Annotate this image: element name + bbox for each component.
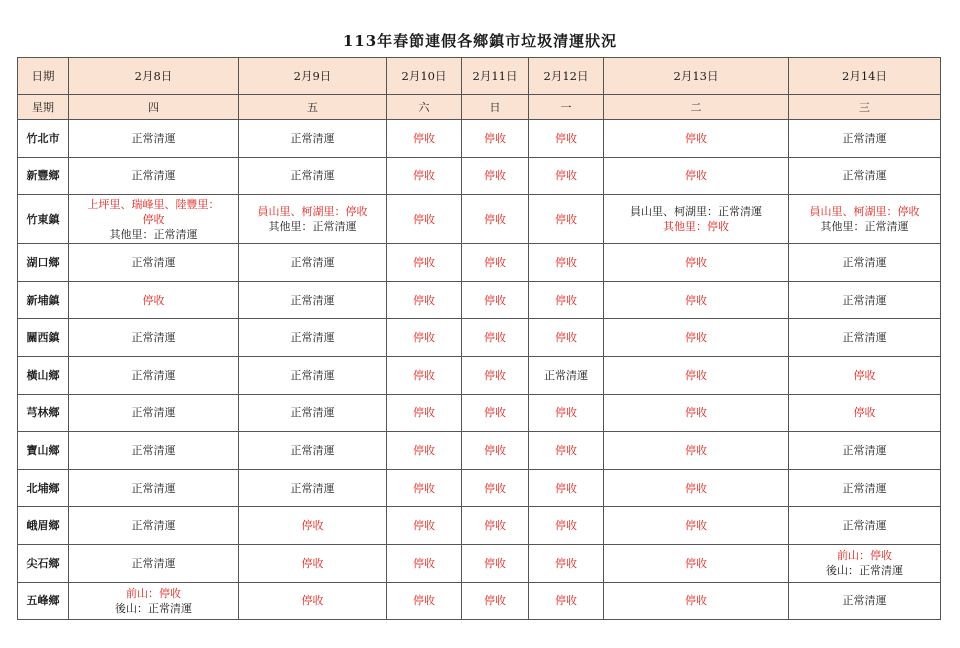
status-stopped: 停收: [685, 481, 707, 495]
schedule-cell: [462, 120, 529, 158]
status-stopped: 停收: [555, 255, 577, 269]
schedule-cell: [789, 120, 941, 158]
status-stopped: 停收: [555, 556, 577, 570]
table-row: [18, 244, 941, 282]
status-stopped: 停收: [555, 131, 577, 145]
schedule-cell: [69, 432, 239, 470]
status-stopped: 停收: [484, 443, 506, 457]
status-stopped: 停收: [413, 556, 435, 570]
table-row: [18, 394, 941, 432]
town-name: 尖石鄉: [18, 544, 69, 582]
status-stopped: 停收: [685, 519, 707, 533]
status-stopped: 停收: [413, 443, 435, 457]
status-stopped: 停收: [685, 556, 707, 570]
weekday-header-row: [18, 95, 941, 120]
town-name: 五峰鄉: [18, 582, 69, 620]
schedule-cell: [462, 195, 529, 244]
schedule-cell: [69, 507, 239, 545]
status-stopped: 停收: [484, 368, 506, 382]
weekday-cell: 四: [69, 95, 239, 120]
schedule-cell: [529, 544, 604, 582]
schedule-cell: [462, 432, 529, 470]
schedule-cell: [239, 469, 387, 507]
schedule-cell: [529, 507, 604, 545]
schedule-cell: [462, 319, 529, 357]
status-normal: 後山：正常清運: [115, 601, 192, 615]
status-normal: 正常清運: [131, 406, 176, 420]
schedule-cell: [69, 319, 239, 357]
status-stopped: 停收: [685, 443, 707, 457]
schedule-cell: [239, 281, 387, 319]
status-stopped: 停收: [413, 519, 435, 533]
date-cell: 2月14日: [789, 58, 941, 95]
schedule-cell: [239, 195, 387, 244]
schedule-cell: [789, 507, 941, 545]
schedule-cell: [529, 432, 604, 470]
weekday-cell: 一: [529, 95, 604, 120]
schedule-cell: [462, 356, 529, 394]
status-normal: 正常清運: [544, 368, 588, 382]
status-normal: 正常清運: [842, 169, 887, 183]
schedule-cell: [387, 157, 462, 195]
schedule-cell: [529, 195, 604, 244]
status-stopped: 停收: [413, 131, 435, 145]
status-stopped: 停收: [555, 406, 577, 420]
weekday-cell: 二: [604, 95, 789, 120]
table-row: [18, 281, 941, 319]
schedule-cell: [462, 394, 529, 432]
schedule-cell: [69, 469, 239, 507]
schedule-cell: [239, 356, 387, 394]
status-stopped: 停收: [413, 169, 435, 183]
status-normal: 正常清運: [842, 443, 887, 457]
schedule-cell: [604, 120, 789, 158]
schedule-cell: [789, 582, 941, 620]
status-stopped: 停收: [484, 519, 506, 533]
status-normal: 正常清運: [131, 368, 176, 382]
status-stopped: 停收: [555, 169, 577, 183]
schedule-cell: [529, 281, 604, 319]
status-normal: 正常清運: [290, 255, 335, 269]
status-stopped: 停收: [413, 406, 435, 420]
schedule-cell: [69, 582, 239, 620]
status-normal: 正常清運: [842, 481, 887, 495]
status-normal: 正常清運: [131, 169, 176, 183]
status-normal: 正常清運: [131, 481, 176, 495]
schedule-cell: [789, 356, 941, 394]
status-normal: 正常清運: [842, 131, 887, 145]
status-stopped: 停收: [555, 212, 577, 226]
town-name: 芎林鄉: [18, 394, 69, 432]
schedule-cell: [387, 394, 462, 432]
schedule-cell: [239, 244, 387, 282]
schedule-cell: [529, 394, 604, 432]
town-name: 峨眉鄉: [18, 507, 69, 545]
date-label: 日期: [18, 58, 69, 95]
table-row: [18, 432, 941, 470]
status-normal: 正常清運: [842, 293, 887, 307]
status-stopped: 停收: [685, 331, 707, 345]
page-title: 113年春節連假各鄉鎮市垃圾清運狀況: [342, 32, 618, 50]
status-stopped: 前山：停收: [837, 549, 892, 563]
status-normal: 其他里：正常清運: [820, 220, 909, 234]
schedule-cell: [387, 544, 462, 582]
status-normal: 正常清運: [131, 331, 176, 345]
status-stopped: 停收: [413, 331, 435, 345]
weekday-label: 星期: [18, 95, 69, 120]
schedule-cell: [387, 120, 462, 158]
schedule-cell: [69, 120, 239, 158]
status-stopped: 停收: [555, 519, 577, 533]
status-stopped: 停收: [555, 293, 577, 307]
schedule-cell: [239, 544, 387, 582]
schedule-cell: [239, 507, 387, 545]
schedule-cell: [462, 469, 529, 507]
status-stopped: 停收: [413, 212, 435, 226]
schedule-cell: [604, 244, 789, 282]
schedule-cell: [462, 582, 529, 620]
status-normal: 正常清運: [842, 331, 887, 345]
status-normal: 正常清運: [290, 481, 335, 495]
town-name: 橫山鄉: [18, 356, 69, 394]
status-normal: 其他里：正常清運: [268, 220, 357, 234]
town-name: 竹北市: [18, 120, 69, 158]
status-stopped: 停收: [555, 481, 577, 495]
status-normal: 正常清運: [290, 169, 335, 183]
schedule-cell: [604, 356, 789, 394]
schedule-cell: [604, 319, 789, 357]
status-stopped: 停收: [301, 519, 324, 533]
schedule-cell: [789, 319, 941, 357]
schedule-cell: [789, 544, 941, 582]
schedule-cell: [529, 157, 604, 195]
status-normal: 正常清運: [290, 368, 335, 382]
status-stopped: 停收: [301, 594, 324, 608]
schedule-cell: [462, 244, 529, 282]
schedule-cell: [69, 394, 239, 432]
status-stopped: 停收: [484, 212, 506, 226]
status-stopped: 停收: [484, 556, 506, 570]
schedule-cell: [387, 319, 462, 357]
table-row: [18, 469, 941, 507]
schedule-cell: [789, 432, 941, 470]
date-cell: 2月10日: [387, 58, 462, 95]
status-stopped: 停收: [413, 293, 435, 307]
schedule-cell: [387, 356, 462, 394]
status-stopped: 停收: [484, 594, 506, 608]
schedule-cell: [789, 394, 941, 432]
status-stopped: 停收: [685, 406, 707, 420]
weekday-cell: 六: [387, 95, 462, 120]
schedule-cell: [387, 281, 462, 319]
weekday-cell: 五: [239, 95, 387, 120]
table-row: [18, 582, 941, 620]
status-stopped: 停收: [484, 331, 506, 345]
schedule-cell: [239, 432, 387, 470]
schedule-cell: [239, 319, 387, 357]
status-stopped: 停收: [484, 169, 506, 183]
status-normal: 正常清運: [842, 255, 887, 269]
table-row: [18, 544, 941, 582]
town-name: 竹東鎮: [18, 195, 69, 244]
status-stopped: 停收: [484, 481, 506, 495]
schedule-table: [17, 57, 941, 620]
status-normal: 正常清運: [131, 255, 176, 269]
status-stopped: 停收: [555, 594, 577, 608]
date-cell: 2月9日: [239, 58, 387, 95]
schedule-cell: [604, 157, 789, 195]
status-stopped: 停收: [301, 556, 324, 570]
schedule-cell: [789, 281, 941, 319]
date-cell: 2月11日: [462, 58, 529, 95]
status-stopped: 停收: [413, 368, 435, 382]
status-stopped: 停收: [484, 293, 506, 307]
schedule-cell: [604, 195, 789, 244]
table-row: [18, 319, 941, 357]
table-row: [18, 356, 941, 394]
status-stopped: 停收: [685, 131, 707, 145]
status-stopped: 停收: [413, 481, 435, 495]
town-name: 關西鎮: [18, 319, 69, 357]
schedule-cell: [529, 356, 604, 394]
status-stopped: 停收: [555, 443, 577, 457]
status-stopped: 停收: [413, 255, 435, 269]
schedule-cell: [604, 432, 789, 470]
status-stopped: 停收: [484, 406, 506, 420]
schedule-cell: [604, 507, 789, 545]
schedule-cell: [387, 582, 462, 620]
status-stopped: 上坪里、瑞峰里、陸豐里：: [87, 197, 220, 211]
schedule-cell: [239, 394, 387, 432]
schedule-cell: [462, 507, 529, 545]
town-name: 寶山鄉: [18, 432, 69, 470]
town-name: 湖口鄉: [18, 244, 69, 282]
schedule-cell: [789, 195, 941, 244]
schedule-cell: [529, 582, 604, 620]
schedule-cell: [604, 544, 789, 582]
schedule-cell: [387, 469, 462, 507]
date-cell: 2月13日: [604, 58, 789, 95]
status-stopped: 停收: [853, 406, 876, 420]
status-stopped: 其他里：停收: [663, 220, 729, 234]
schedule-cell: [387, 432, 462, 470]
status-normal: 正常清運: [842, 594, 887, 608]
status-stopped: 停收: [853, 368, 876, 382]
table-row: [18, 507, 941, 545]
status-normal: 正常清運: [290, 293, 335, 307]
status-normal: 後山：正常清運: [826, 564, 903, 578]
town-name: 新豐鄉: [18, 157, 69, 195]
weekday-cell: 三: [789, 95, 941, 120]
status-normal: 正常清運: [131, 131, 176, 145]
schedule-cell: [789, 469, 941, 507]
table-row: [18, 157, 941, 195]
status-normal: 正常清運: [290, 443, 335, 457]
status-stopped: 停收: [555, 331, 577, 345]
schedule-cell: [239, 157, 387, 195]
status-normal: 正常清運: [290, 331, 335, 345]
status-stopped: 停收: [142, 293, 165, 307]
schedule-cell: [69, 544, 239, 582]
status-stopped: 停收: [685, 368, 707, 382]
status-normal: 正常清運: [842, 519, 887, 533]
schedule-cell: [239, 120, 387, 158]
status-normal: 正常清運: [290, 406, 335, 420]
status-stopped: 停收: [484, 131, 506, 145]
status-stopped: 停收: [685, 293, 707, 307]
schedule-cell: [387, 195, 462, 244]
schedule-cell: [462, 281, 529, 319]
schedule-cell: [69, 195, 239, 244]
schedule-cell: [462, 544, 529, 582]
status-normal: 正常清運: [131, 556, 176, 570]
schedule-cell: [789, 157, 941, 195]
schedule-cell: [69, 281, 239, 319]
schedule-cell: [387, 507, 462, 545]
date-header-row: [18, 58, 941, 95]
schedule-cell: [529, 469, 604, 507]
schedule-cell: [604, 469, 789, 507]
schedule-cell: [387, 244, 462, 282]
table-row: [18, 195, 941, 244]
schedule-cell: [529, 120, 604, 158]
date-cell: 2月8日: [69, 58, 239, 95]
schedule-cell: [604, 582, 789, 620]
status-normal: 員山里、柯湖里：正常清運: [630, 205, 762, 219]
schedule-cell: [69, 244, 239, 282]
town-name: 北埔鄉: [18, 469, 69, 507]
schedule-cell: [239, 582, 387, 620]
status-stopped: 前山：停收: [126, 586, 181, 600]
status-normal: 正常清運: [131, 519, 176, 533]
schedule-cell: [69, 157, 239, 195]
weekday-cell: 日: [462, 95, 529, 120]
schedule-cell: [69, 356, 239, 394]
status-stopped: 停收: [484, 255, 506, 269]
table-row: [18, 120, 941, 158]
schedule-cell: [462, 157, 529, 195]
schedule-cell: [604, 281, 789, 319]
schedule-cell: [789, 244, 941, 282]
date-cell: 2月12日: [529, 58, 604, 95]
status-normal: 其他里：正常清運: [109, 227, 198, 241]
status-stopped: 停收: [685, 255, 707, 269]
status-stopped: 停收: [142, 212, 165, 226]
status-stopped: 員山里、柯湖里：停收: [809, 205, 920, 219]
status-normal: 正常清運: [290, 131, 335, 145]
status-stopped: 停收: [413, 594, 435, 608]
status-stopped: 停收: [685, 594, 707, 608]
schedule-cell: [529, 244, 604, 282]
status-normal: 正常清運: [131, 443, 176, 457]
status-stopped: 停收: [685, 169, 707, 183]
town-name: 新埔鎮: [18, 281, 69, 319]
schedule-cell: [604, 394, 789, 432]
schedule-cell: [529, 319, 604, 357]
status-stopped: 員山里、柯湖里：停收: [257, 205, 368, 219]
